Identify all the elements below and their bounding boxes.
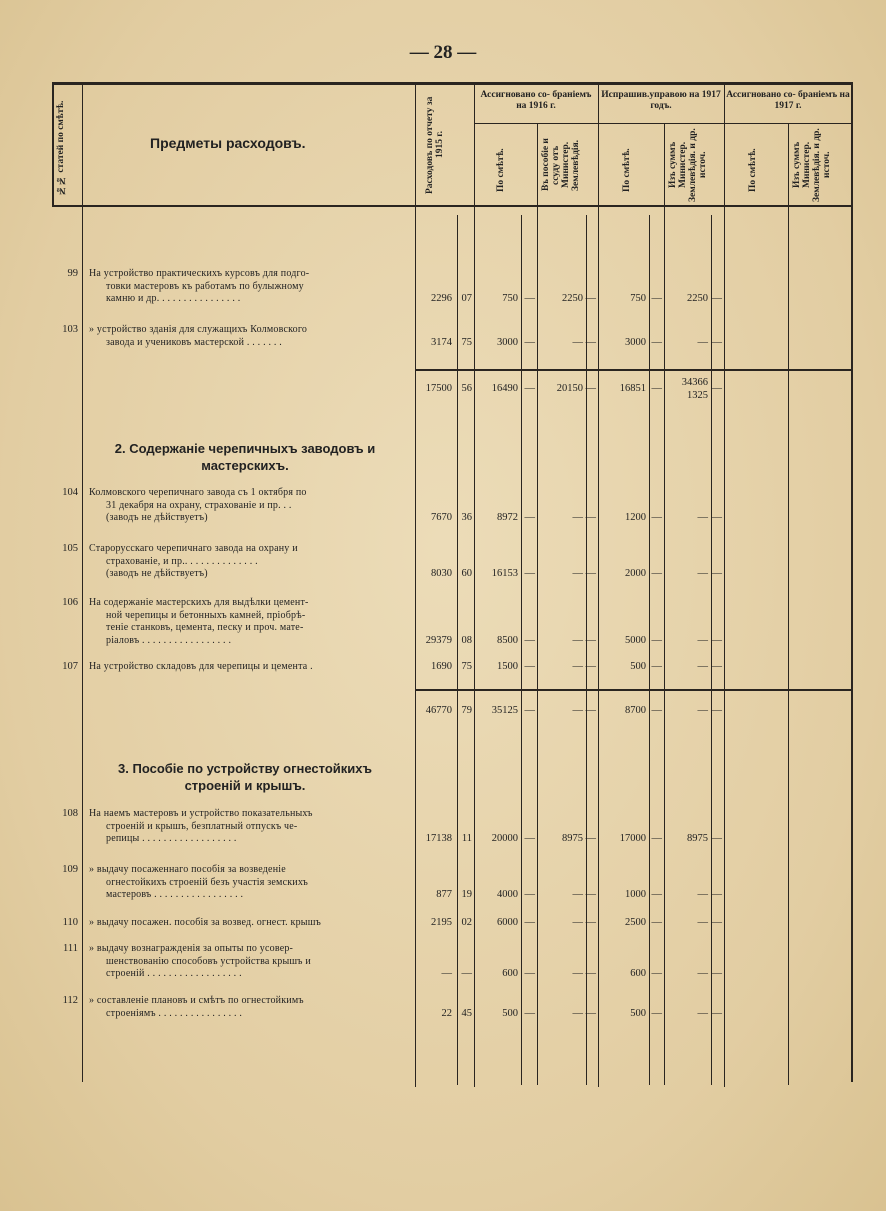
cell-1917-summ: — <box>697 336 708 348</box>
cell-1916-posobie: — <box>572 968 583 979</box>
cell-1916-smeta: 500 <box>502 1007 518 1019</box>
row-description-line: На наемъ мастеровъ и устройство показательныхъ <box>89 808 313 819</box>
cell-dash: — <box>585 1007 596 1019</box>
row-description-line: Колмовского черепичнаго завода съ 1 октября по <box>89 487 307 498</box>
row-description-line: На устройство складовъ для черепицы и цемента . <box>89 661 313 672</box>
cell-1915-kop: 02 <box>461 917 472 928</box>
row-description-line: мастеровъ . . . . . . . . . . . . . . . . . <box>106 889 244 900</box>
section-title-2: 2. Содержанiе черепичныхъ заводовъ и мастерскихъ. <box>114 441 376 473</box>
cell-1916-posobie: — <box>572 336 583 348</box>
cell-1916-posobie: — <box>572 568 583 579</box>
cell-1915-rub: 2195 <box>431 917 452 928</box>
row-description-line: камню и др. . . . . . . . . . . . . . . . <box>106 293 241 304</box>
row-number: 107 <box>62 661 78 672</box>
cell-dash: — <box>524 568 535 579</box>
cell-1917-smeta: 3000 <box>625 336 646 348</box>
cell-dash: — <box>711 634 722 646</box>
row-number: 106 <box>62 597 78 608</box>
row-description-line: ной черепицы и бетонныхъ камней, прiобрѣ- <box>106 609 306 621</box>
cell-1915-rub: 22 <box>441 1007 452 1019</box>
header-1916-smeta: По смѣтѣ. <box>496 148 506 192</box>
subtotal-line-1 <box>415 369 852 371</box>
total-1915-rub: 17500 <box>425 383 452 394</box>
col-sep-1916-sub <box>537 123 538 1085</box>
cell-dash: — <box>524 705 535 716</box>
cell-dash: — <box>711 661 722 672</box>
total-1917-summ-b: 1325 <box>687 390 708 401</box>
cell-dash: — <box>524 336 535 348</box>
cell-1915-rub: 29379 <box>425 634 452 646</box>
cell-dash: — <box>711 336 722 348</box>
row-description-line: На содержанiе мастерскихъ для выдѣлки цемент- <box>89 597 309 608</box>
cell-dash: — <box>651 889 662 900</box>
header-1917asg-smeta: По смѣтѣ. <box>748 148 758 192</box>
cell-1916-posobie: 8975 <box>562 833 583 844</box>
cell-1915-rub: 3174 <box>431 336 452 348</box>
total-1916-smeta: 16490 <box>491 383 518 394</box>
total-1917-summ-a: 34366 <box>681 377 708 388</box>
row-description-line: (заводъ не дѣйствуетъ) <box>106 512 208 523</box>
cell-dash: — <box>524 833 535 844</box>
cell-1917-smeta: 500 <box>630 1007 646 1019</box>
cell-1915-kop: 60 <box>461 568 472 579</box>
row-description-line: На устройство практическихъ курсовъ для подго- <box>89 268 310 279</box>
header-1917-summ: Изъ суммъ Министер. Землевѣдiя. и др. источ. <box>668 128 708 202</box>
header-bottom-border <box>52 205 852 207</box>
cell-dash: — <box>585 383 596 394</box>
col-sep-1917asg-sub <box>788 123 789 1085</box>
col-sep-1916 <box>598 82 599 1087</box>
cell-1916-smeta: 1500 <box>497 661 518 672</box>
cell-1917-smeta: 1000 <box>625 889 646 900</box>
row-description-line: завода и учениковъ мастерской . . . . . . . <box>106 336 282 348</box>
cell-dash: — <box>711 705 722 716</box>
cell-1916-smeta: 8972 <box>497 512 518 523</box>
row-number: 110 <box>62 917 78 928</box>
cell-dash: — <box>585 634 596 646</box>
cell-1917-summ: 8975 <box>687 833 708 844</box>
total-1916-smeta: 35125 <box>491 705 518 716</box>
total-1917-summ: — <box>697 705 708 716</box>
row-number: 99 <box>67 268 78 279</box>
total-1917-smeta: 16851 <box>619 383 646 394</box>
cell-1916-smeta: 4000 <box>497 889 518 900</box>
cell-1916-posobie: — <box>572 661 583 672</box>
row-description-line: шенствованiю способовъ устройства крышъ и <box>106 955 311 967</box>
total-1917-smeta: 8700 <box>625 705 646 716</box>
cell-1915-rub: 8030 <box>431 568 452 579</box>
page-number: — 28 — <box>409 42 477 63</box>
cell-dash: — <box>651 336 662 348</box>
cell-dash: — <box>585 293 596 304</box>
row-description-line: страхованiе, и пр.. . . . . . . . . . . . . . <box>106 555 258 567</box>
cell-dash: — <box>524 512 535 523</box>
group-header-underline <box>474 123 852 124</box>
header-group-1916: Ассигновано со- бранiемъ на 1916 г. <box>480 90 592 111</box>
cell-dash: — <box>524 1007 535 1019</box>
col-sep-1917-sub <box>664 123 665 1085</box>
cell-dash: — <box>651 293 662 304</box>
row-description-line: » устройство зданiя для служащихъ Колмовского <box>89 324 308 335</box>
cell-dash: — <box>585 705 596 716</box>
row-number: 104 <box>62 487 78 498</box>
cell-1915-rub: 1690 <box>431 661 452 672</box>
cell-1917-smeta: 17000 <box>619 833 646 844</box>
cell-1917-summ: — <box>697 889 708 900</box>
cell-dash: — <box>651 1007 662 1019</box>
cell-dash: — <box>651 917 662 928</box>
cell-1917-summ: — <box>697 1007 708 1019</box>
header-1917asg-summ: Изъ суммъ Министер. Землевѣдiя. и др. источ. <box>792 128 832 202</box>
col-sep-no <box>82 82 83 1082</box>
cell-dash: — <box>711 293 722 304</box>
cell-1915-rub: 877 <box>436 889 452 900</box>
cell-1917-summ: — <box>697 634 708 646</box>
cell-1915-kop: 75 <box>461 336 472 348</box>
cell-dash: — <box>524 661 535 672</box>
total-1915-kop: 56 <box>461 383 472 394</box>
cell-1915-kop: 45 <box>461 1007 472 1019</box>
row-number: 112 <box>62 995 78 1006</box>
table-right-border <box>851 82 853 1082</box>
cell-1917-smeta: 5000 <box>625 634 646 646</box>
cell-1916-posobie: — <box>572 634 583 646</box>
cell-1915-rub: 7670 <box>431 512 452 523</box>
cell-1916-smeta: 20000 <box>491 833 518 844</box>
cell-1917-smeta: 500 <box>630 661 646 672</box>
row-description-line: » составленiе плановъ и смѣтъ по огнестойкимъ <box>89 995 304 1006</box>
row-description-line: Старорусскаго черепичнаго завода на охрану и <box>89 543 298 554</box>
total-1916-posobie: 20150 <box>556 383 583 394</box>
cell-dash: — <box>585 661 596 672</box>
header-1916-posobie: Въ пособiе и ссуду отъ Министер. Землевѣдiя. <box>541 138 581 192</box>
section-title-3: 3. Пособiе по устройству огнестойкихъ строенiй и крышъ. <box>118 761 372 793</box>
cell-dash: — <box>651 705 662 716</box>
row-number: 109 <box>62 864 78 875</box>
row-number: 105 <box>62 543 78 554</box>
cell-1916-posobie: — <box>572 889 583 900</box>
cell-dash: — <box>524 293 535 304</box>
total-1915-rub: 46770 <box>425 705 452 716</box>
cell-dash: — <box>651 512 662 523</box>
table-top-border <box>52 82 852 85</box>
total-1915-kop: 79 <box>461 705 472 716</box>
cell-dash: — <box>524 383 535 394</box>
cell-1916-posobie: — <box>572 512 583 523</box>
cell-1916-smeta: 600 <box>502 968 518 979</box>
row-description-line: » выдачу посажен. пособiя за возвед. огнест. крышъ <box>89 917 321 928</box>
cell-dash: — <box>651 383 662 394</box>
row-description-line: огнестойкихъ строенiй безъ участiя земскихъ <box>106 876 309 888</box>
cell-dash: — <box>711 1007 722 1019</box>
cell-dash: — <box>711 968 722 979</box>
row-description-line: » выдачу посаженнаго пособiя за возведенiе <box>89 864 286 875</box>
cell-dash: — <box>524 889 535 900</box>
cell-dash: — <box>585 568 596 579</box>
cell-1915-kop: 11 <box>461 833 472 844</box>
row-description-line: (заводъ не дѣйствуетъ) <box>106 568 208 579</box>
cell-1915-kop: 19 <box>461 889 472 900</box>
cell-dash: — <box>651 661 662 672</box>
cell-1915-kop: — <box>461 968 472 979</box>
cell-dash: — <box>711 568 722 579</box>
cell-1915-kop: 08 <box>461 634 472 646</box>
cell-1915-kop: 07 <box>461 293 472 304</box>
cell-1915-kop: 36 <box>461 512 472 523</box>
header-col-no: №№ статей по смѣтѣ. <box>56 100 66 195</box>
row-description-line: строенiямъ . . . . . . . . . . . . . . . . <box>106 1007 243 1019</box>
cell-1916-posobie: — <box>572 917 583 928</box>
cell-1916-smeta: 8500 <box>497 634 518 646</box>
cell-1916-posobie: — <box>572 1007 583 1019</box>
cell-1916-smeta: 3000 <box>497 336 518 348</box>
cell-1916-smeta: 750 <box>502 293 518 304</box>
cell-1917-summ: — <box>697 568 708 579</box>
cell-1917-summ: 2250 <box>687 293 708 304</box>
cell-1915-kop: 75 <box>461 661 472 672</box>
cell-dash: — <box>711 512 722 523</box>
row-number: 103 <box>62 324 78 335</box>
cell-1916-posobie: 2250 <box>562 293 583 304</box>
row-description-line: рiаловъ . . . . . . . . . . . . . . . . . <box>106 634 232 646</box>
row-number: 111 <box>63 943 78 954</box>
cell-dash: — <box>524 968 535 979</box>
subtotal-line-2 <box>415 689 852 691</box>
cell-1916-smeta: 6000 <box>497 917 518 928</box>
row-description-line: репицы . . . . . . . . . . . . . . . . . . <box>106 833 237 844</box>
col-sep-1915 <box>474 82 475 1087</box>
row-description-line: тенiе станковъ, цемента, песку и проч. мате- <box>106 622 304 633</box>
cell-1915-rub: 2296 <box>431 293 452 304</box>
cell-dash: — <box>524 917 535 928</box>
cell-1917-smeta: 750 <box>630 293 646 304</box>
header-group-1917-requested: Испрашив.управою на 1917 годъ. <box>601 90 721 111</box>
cell-dash: — <box>651 833 662 844</box>
cell-1917-summ: — <box>697 968 708 979</box>
cell-dash: — <box>585 336 596 348</box>
cell-1917-summ: — <box>697 512 708 523</box>
col-sep-1917req <box>724 82 725 1087</box>
cell-1917-summ: — <box>697 661 708 672</box>
cell-1917-smeta: 2000 <box>625 568 646 579</box>
cell-dash: — <box>651 634 662 646</box>
cell-dash: — <box>585 968 596 979</box>
cell-1915-rub: — <box>441 968 452 979</box>
cell-dash: — <box>651 568 662 579</box>
cell-dash: — <box>585 833 596 844</box>
cell-dash: — <box>651 968 662 979</box>
row-description-line: строенiй . . . . . . . . . . . . . . . . . . <box>106 968 242 979</box>
row-description-line: » выдачу вознагражденiя за опыты по усовер- <box>89 943 294 954</box>
cell-dash: — <box>711 833 722 844</box>
header-col-1915: Расходовъ по отчету за 1915 г. <box>425 96 445 194</box>
cell-dash: — <box>585 512 596 523</box>
cell-dash: — <box>585 917 596 928</box>
cell-1916-smeta: 16153 <box>491 568 518 579</box>
cell-1917-smeta: 2500 <box>625 917 646 928</box>
header-group-1917-assigned: Ассигновано со- бранiемъ на 1917 г. <box>726 90 850 111</box>
row-number: 108 <box>62 808 78 819</box>
cell-1917-smeta: 600 <box>630 968 646 979</box>
cell-dash: — <box>711 383 722 394</box>
cell-dash: — <box>711 917 722 928</box>
row-description-line: товки мастеровъ къ работамъ по булыжному <box>106 280 304 292</box>
cell-dash: — <box>585 889 596 900</box>
total-1916-posobie: — <box>572 705 583 716</box>
cell-dash: — <box>711 889 722 900</box>
cell-dash: — <box>524 634 535 646</box>
col-sep-items <box>415 82 416 1087</box>
cell-1915-rub: 17138 <box>425 833 452 844</box>
header-col-items: Предметы расходовъ. <box>150 135 306 151</box>
cell-1917-smeta: 1200 <box>625 512 646 523</box>
table-left-border <box>52 82 54 206</box>
row-description-line: 31 декабря на охрану, страхованiе и пр. . . <box>106 499 292 511</box>
row-description-line: строенiй и крышъ, безплатный отпускъ че- <box>106 820 298 832</box>
header-1917-smeta: По смѣтѣ. <box>622 148 632 192</box>
cell-1917-summ: — <box>697 917 708 928</box>
